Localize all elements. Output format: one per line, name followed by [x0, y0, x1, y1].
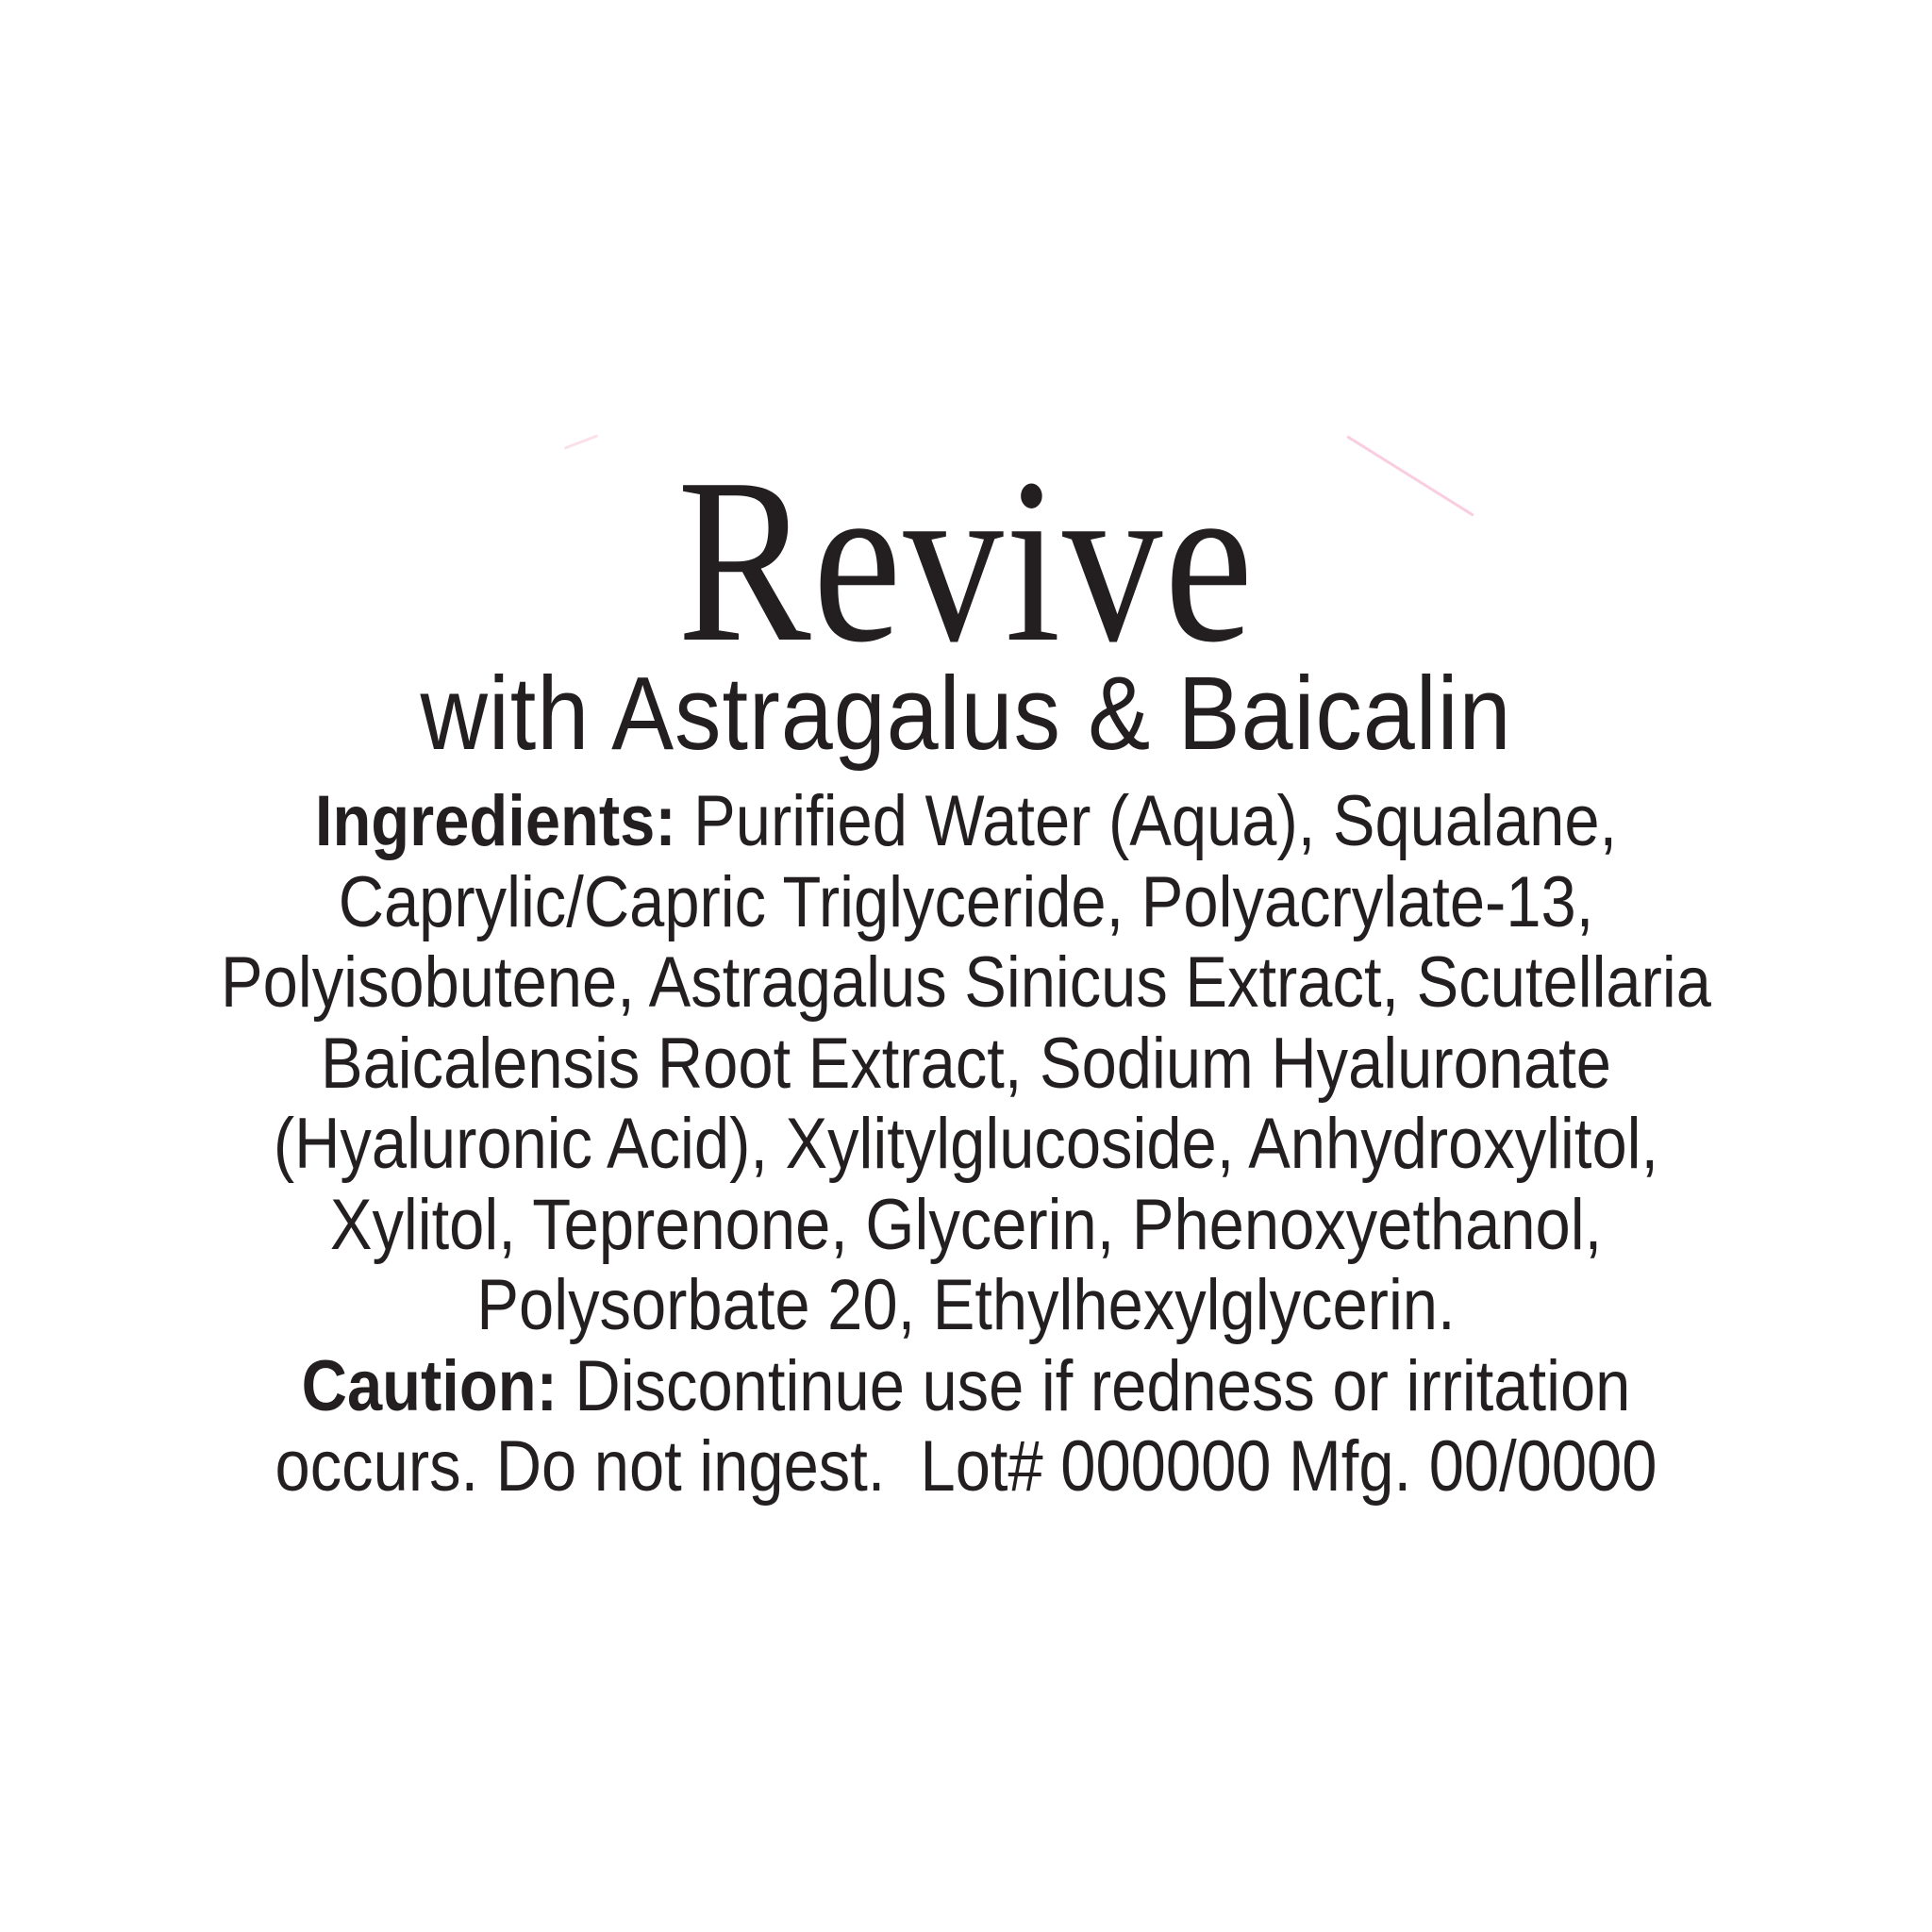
label-text-line	[116, 1426, 1816, 1507]
label-text-line	[116, 1185, 1816, 1266]
text-segment: Discontinue use if redness or irritation	[557, 1345, 1631, 1426]
label-text-line	[116, 1265, 1816, 1346]
label-text-line	[116, 1346, 1816, 1427]
product-subtitle: with Astragalus & Baicalin	[420, 656, 1512, 772]
text-segment: occurs. Do not ingest. Lot# 000000 Mfg. 00/0000	[275, 1426, 1657, 1507]
text-segment: Xylitol, Teprenone, Glycerin, Phenoxyethanol,	[329, 1184, 1603, 1265]
text-segment: Baicalensis Root Extract, Sodium Hyaluronate	[321, 1023, 1611, 1104]
text-segment: Polyisobutene, Astragalus Sinicus Extract, Scutellaria	[221, 942, 1711, 1023]
text-segment: Caprylic/Capric Triglyceride, Polyacrylate-13,	[338, 861, 1594, 942]
ingredients-caution-text	[116, 781, 1816, 1507]
section-heading: Caution:	[301, 1345, 558, 1426]
text-segment: Polysorbate 20, Ethylhexylglycerin.	[476, 1265, 1456, 1345]
section-heading: Ingredients:	[314, 781, 676, 861]
label-text-line	[116, 781, 1816, 862]
label-text-line	[116, 862, 1816, 943]
product-title: Revive	[676, 430, 1256, 691]
label-text-line	[116, 942, 1816, 1024]
text-segment: Purified Water (Aqua), Squalane,	[675, 781, 1618, 861]
text-segment: (Hyaluronic Acid), Xylitylglucoside, Anhydroxylitol,	[273, 1104, 1659, 1184]
label-text-line	[116, 1104, 1816, 1185]
label-text-line	[116, 1024, 1816, 1105]
